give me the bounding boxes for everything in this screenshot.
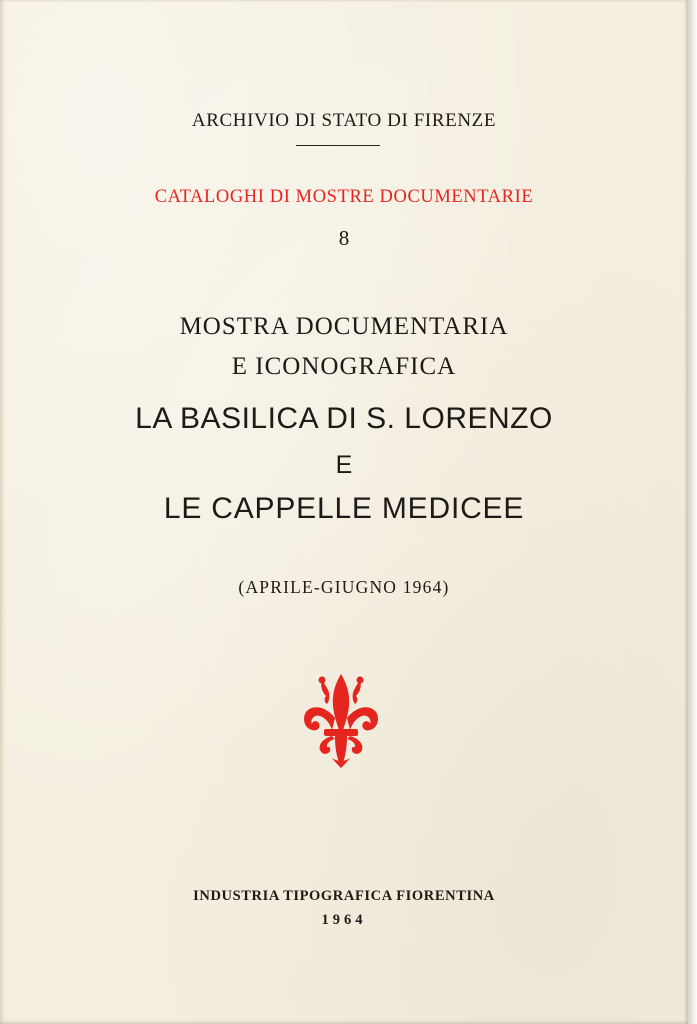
printer-name: INDUSTRIA TIPOGRAFICA FIORENTINA [193, 888, 495, 904]
title-line-1: MOSTRA DOCUMENTARIA [179, 313, 509, 340]
publication-year: 1964 [321, 912, 367, 928]
title-line-4: E [335, 451, 353, 479]
florentine-lily-icon [302, 672, 380, 772]
title-line-2: E ICONOGRAFICA [231, 353, 457, 380]
title-line-5: LE CAPPELLE MEDICEE [163, 492, 525, 525]
page-edge-shadow [688, 0, 697, 1024]
series-title: CATALOGHI DI MOSTRE DOCUMENTARIE [154, 187, 534, 207]
institution-name: ARCHIVIO DI STATO DI FIRENZE [191, 110, 497, 131]
series-number: 8 [338, 226, 350, 250]
divider-rule [296, 145, 380, 146]
exhibition-dates: (APRILE-GIUGNO 1964) [238, 577, 450, 597]
title-line-3: LA BASILICA DI S. LORENZO [135, 402, 553, 435]
